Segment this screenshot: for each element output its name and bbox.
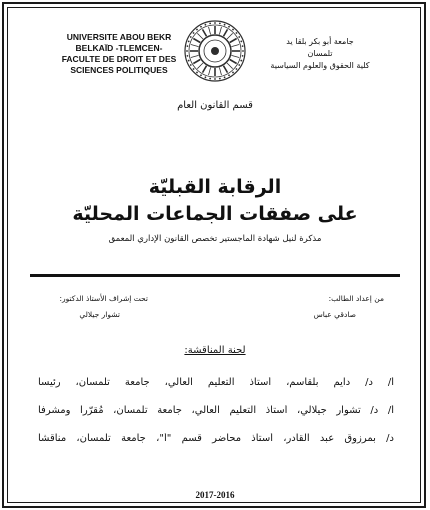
emblem-dot [186,50,188,52]
emblem-ray [230,39,237,43]
supervisor-name: تشوار جيلالي [79,310,120,319]
supervisor-label: تحت إشراف الأستاذ الدكتور: [59,294,148,303]
emblem-dot [238,64,240,66]
university-emblem-icon [180,18,250,84]
university-fr-line-3: FACULTE DE DROIT ET DES [61,54,177,64]
emblem-ray [191,45,199,47]
emblem-dot [209,23,211,25]
emblem-dot [228,74,230,76]
emblem-dot [219,23,221,25]
section-divider [30,274,400,277]
department-name: قسم القانون العام [177,100,253,111]
emblem-dot [193,68,195,70]
university-fr-line-4: SCIENCES POLITIQUES [70,65,168,75]
emblem-dot [232,72,234,74]
emblem-dot [228,26,230,28]
university-ar-line-1: جامعة أبو بكر بلقا يد [286,37,354,46]
emblem-dot [242,45,244,47]
university-fr-line-1: UNIVERSITE ABOU BEKR [66,32,172,42]
university-fr-line-2: BELKAÏD -TLEMCEN- [75,43,163,53]
emblem-dot [236,68,238,70]
emblem-ray [219,67,221,75]
emblem-ray [197,33,203,39]
emblem-ray [231,55,239,57]
committee-member-2: أ/ د/ تشوار جيلالي، أستاذ التعليم العالي، جامعة تلمسان، مُقرّرا ومشرفا [38,405,394,416]
emblem-dot [205,76,207,78]
emblem-dot [188,60,190,62]
emblem-ray [219,27,221,35]
emblem-dot [200,74,202,76]
emblem-dot [187,45,189,47]
emblem-ray [224,29,228,36]
emblem-dot [190,64,192,66]
emblem-dot [219,78,221,80]
emblem-ray [193,39,200,43]
student-name: صادقي عباس [313,310,356,319]
committee-member-3: د/ بمرزوق عبد القادر، أستاذ محاضر قسم "أ"، جامعة تلمسان، مناقشا [38,433,394,444]
committee-title: لجنة المناقشة: [184,345,246,356]
emblem-dot [240,41,242,43]
emblem-dot [242,55,244,57]
emblem-ray [231,45,239,47]
emblem-dot [205,24,207,26]
thesis-title-line-2: على صفقات الجماعات المحليّة [72,203,358,225]
emblem-dot [224,76,226,78]
emblem-ray [203,66,207,73]
emblem-dot [214,22,216,24]
emblem-dot [238,36,240,38]
emblem-dot [242,50,244,52]
emblem-dot [188,41,190,43]
thesis-subtitle: مذكرة لنيل شهادة الماجستير تخصص القانون الإداري المعمق [108,234,322,244]
emblem-ray [193,60,200,64]
emblem-ray [209,67,211,75]
emblem-dot [200,26,202,28]
emblem-ray [227,33,233,39]
emblem-dot [193,32,195,34]
thesis-title-line-1: الرقابة القبليّة [148,176,282,198]
academic-year: 2017-2016 [195,490,235,500]
emblem-ray [227,63,233,69]
university-ar-line-2: تلمسان [307,49,333,58]
university-name-arabic [258,36,382,72]
emblem-dot [196,72,198,74]
university-ar-line-3: كلية الحقوق والعلوم السياسية [270,61,370,70]
emblem-ray [191,55,199,57]
emblem-dot [209,78,211,80]
committee-member-1: أ/ د/ دايم بلقاسم، أستاذ التعليم العالي، جامعة تلمسان، رئيسا [38,377,394,388]
emblem-ray [203,29,207,36]
emblem-dot [190,36,192,38]
emblem-ray [224,66,228,73]
emblem-ray [209,27,211,35]
university-name-french [48,32,190,76]
emblem-dot [224,24,226,26]
emblem-dot [187,55,189,57]
emblem-dot [214,78,216,80]
emblem-ray [230,60,237,64]
emblem-dot [236,32,238,34]
student-label: من إعداد الطالب: [328,294,384,303]
emblem-ray [197,63,203,69]
emblem-dot [196,29,198,31]
emblem-dot [232,29,234,31]
emblem-dot [240,60,242,62]
